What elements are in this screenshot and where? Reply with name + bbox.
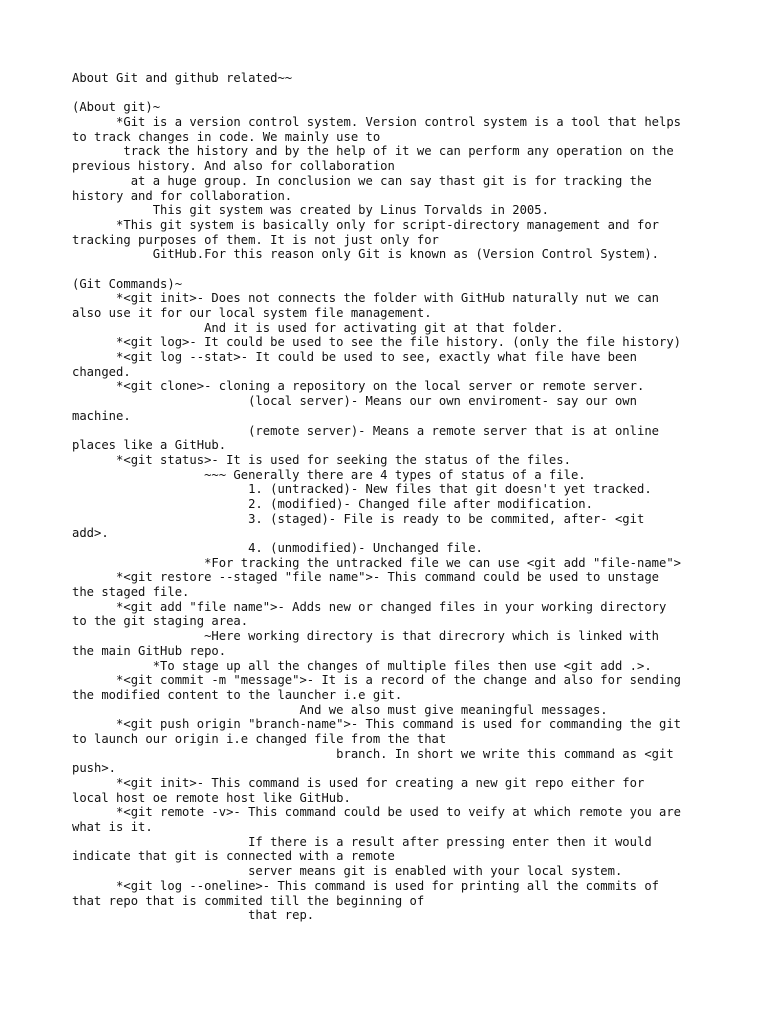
- document-line: *<git init>- Does not connects the folder with GitHub naturally nut we can: [72, 291, 659, 306]
- document-line: This git system was created by Linus Torvalds in 2005.: [72, 203, 549, 218]
- document-line: to the git staging area.: [72, 614, 249, 629]
- document-line: *<git push origin "branch-name">- This command is used for commanding the git: [72, 717, 682, 732]
- document-line: to track changes in code. We mainly use to: [72, 129, 381, 144]
- document-line: *For tracking the untracked file we can use <git add "file-name">: [72, 555, 682, 570]
- document-line: to launch our origin i.e changed file from the that: [72, 731, 447, 746]
- document-body: [72, 71, 712, 923]
- document-line: *Git is a version control system. Version control system is a tool that helps: [72, 115, 682, 130]
- document-line: machine.: [72, 408, 131, 423]
- document-line: ~Here working directory is that direcrory which is linked with: [72, 629, 659, 644]
- document-line: *This git system is basically only for script-directory management and for: [72, 217, 659, 232]
- document-line: what is it.: [72, 820, 153, 835]
- document-line: If there is a result after pressing enter then it would: [72, 834, 652, 849]
- document-line: *<git log>- It could be used to see the file history. (only the file history): [72, 335, 682, 350]
- document-line: 2. (modified)- Changed file after modification.: [72, 496, 593, 511]
- document-line: changed.: [72, 364, 131, 379]
- document-line: local host oe remote host like GitHub.: [72, 790, 351, 805]
- document-line: previous history. And also for collaboration: [72, 159, 395, 174]
- document-line: *<git remote -v>- This command could be used to veify at which remote you are: [72, 805, 682, 820]
- document-line: *<git status>- It is used for seeking the status of the files.: [72, 452, 571, 467]
- document-line: *<git add "file name">- Adds new or changed files in your working directory: [72, 599, 667, 614]
- document-line: *To stage up all the changes of multiple files then use <git add .>.: [72, 658, 652, 673]
- document-line: [72, 86, 712, 101]
- document-line: track the history and by the help of it we can perform any operation on the: [72, 144, 674, 159]
- document-line: also use it for our local system file management.: [72, 306, 432, 320]
- document-line: that repo that is commited till the beginning of: [72, 893, 425, 908]
- document-line: (About git)~: [72, 100, 161, 115]
- document-line: *<git log --oneline>- This command is used for printing all the commits of: [72, 878, 659, 893]
- document-line: And we also must give meaningful messages.: [72, 702, 608, 717]
- document-line: ~~~ Generally there are 4 types of status of a file.: [72, 467, 586, 482]
- document-line: *<git log --stat>- It could be used to see, exactly what file have been: [72, 350, 637, 365]
- document-line: And it is used for activating git at that folder.: [72, 320, 564, 335]
- document-line: branch. In short we write this command as <git: [72, 746, 674, 761]
- document-line: [72, 262, 712, 277]
- document-line: *<git commit -m "message">- It is a record of the change and also for sending: [72, 673, 682, 688]
- document-line: *<git init>- This command is used for creating a new git repo either for: [72, 776, 645, 790]
- document-line: *<git restore --staged "file name">- This command could be used to unstage: [72, 570, 659, 585]
- document-line: the modified content to the launcher i.e git.: [72, 687, 403, 702]
- document-line: GitHub.For this reason only Git is known as (Version Control System).: [72, 247, 659, 262]
- document-line: tracking purposes of them. It is not just only for: [72, 232, 439, 247]
- document-line: (Git Commands)~: [72, 276, 183, 291]
- document-line: indicate that git is connected with a remote: [72, 849, 395, 864]
- document-line: places like a GitHub.: [72, 438, 227, 453]
- document-line: 4. (unmodified)- Unchanged file.: [72, 541, 483, 555]
- document-line: history and for collaboration.: [72, 188, 293, 203]
- document-line: 1. (untracked)- New files that git doesn't yet tracked.: [72, 482, 652, 497]
- document-line: server means git is enabled with your local system.: [72, 864, 623, 879]
- document-line: (remote server)- Means a remote server that is at online: [72, 423, 659, 438]
- document-line: add>.: [72, 526, 109, 541]
- document-line: About Git and github related~~: [72, 71, 293, 85]
- document-line: *<git clone>- cloning a repository on the local server or remote server.: [72, 379, 645, 394]
- document-line: 3. (staged)- File is ready to be commited, after- <git: [72, 511, 645, 526]
- document-line: the staged file.: [72, 585, 190, 600]
- document-line: (local server)- Means our own enviroment- say our own: [72, 394, 637, 409]
- document-line: that rep.: [72, 908, 315, 923]
- document-line: at a huge group. In conclusion we can say thast git is for tracking the: [72, 173, 652, 188]
- document-line: the main GitHub repo.: [72, 643, 227, 658]
- document-line: push>.: [72, 761, 117, 776]
